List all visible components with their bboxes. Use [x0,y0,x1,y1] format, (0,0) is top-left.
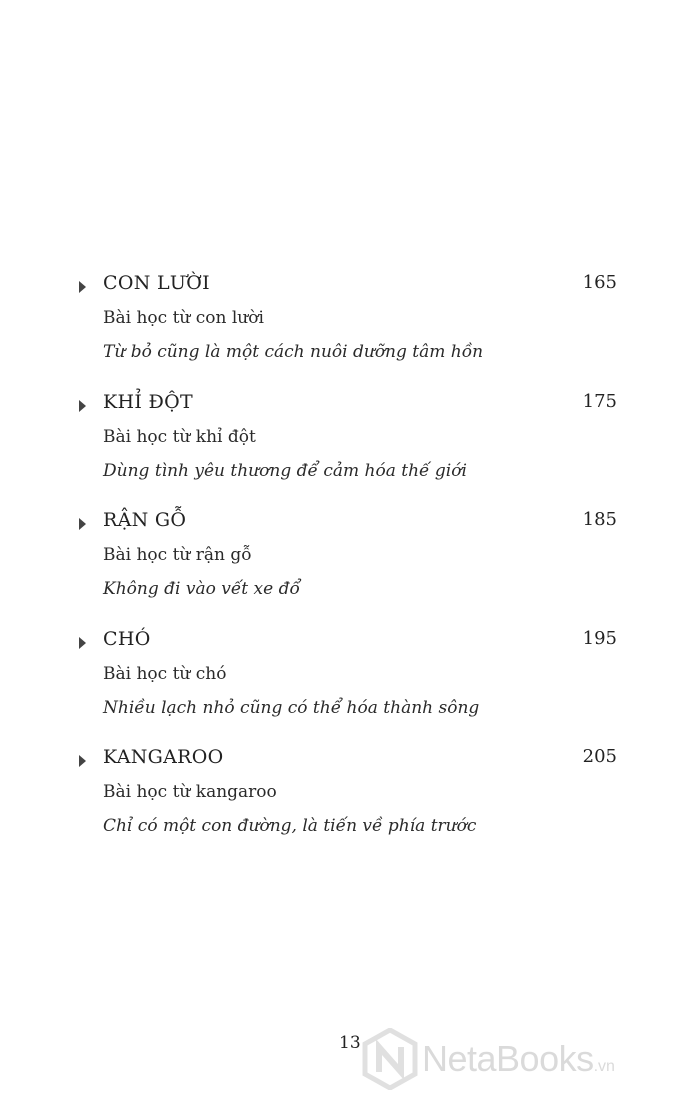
triangle-bullet-icon [79,400,86,412]
toc-entry [0,618,700,737]
chapter-subtitle: Bài học từ khỉ đột [103,426,256,447]
chapter-subtitle: Bài học từ con lười [103,308,264,328]
page-number: 13 [339,1033,361,1053]
chapter-title: KANGAROO [103,746,224,768]
watermark-text [422,1038,615,1080]
chapter-title: RẬN GỖ [103,509,187,531]
chapter-lesson: Chỉ có một con đường, là tiến về phía trước [103,816,477,836]
netabooks-logo-icon [362,1028,418,1090]
toc-entry [0,736,700,855]
chapter-lesson: Dùng tình yêu thương để cảm hóa thế giới [103,460,467,481]
toc-entry [0,499,700,618]
chapter-lesson: Từ bỏ cũng là một cách nuôi dưỡng tâm hồn [103,342,484,362]
watermark-suffix: .vn [593,1058,615,1075]
chapter-subtitle: Bài học từ kangaroo [103,782,277,802]
watermark-brand: NetaBooks [422,1038,594,1079]
table-of-contents [0,262,700,855]
netabooks-watermark [362,1028,615,1090]
toc-entry [0,381,700,500]
chapter-page-number: 175 [582,390,617,412]
chapter-subtitle: Bài học từ rận gỗ [103,545,252,565]
chapter-page-number: 165 [582,272,617,293]
triangle-bullet-icon [79,755,86,767]
chapter-page-number: 195 [582,627,617,649]
triangle-bullet-icon [79,637,86,649]
chapter-page-number: 205 [582,746,617,767]
chapter-title: CON LƯỜI [103,272,210,294]
chapter-lesson: Nhiều lạch nhỏ cũng có thể hóa thành sông [103,697,480,718]
chapter-page-number: 185 [582,509,617,530]
toc-entry [0,262,700,381]
triangle-bullet-icon [79,518,86,530]
chapter-title: KHỈ ĐỘT [103,390,193,413]
chapter-title: CHÓ [103,627,151,650]
chapter-lesson: Không đi vào vết xe đổ [103,579,300,599]
chapter-subtitle: Bài học từ chó [103,663,227,684]
triangle-bullet-icon [79,281,86,293]
